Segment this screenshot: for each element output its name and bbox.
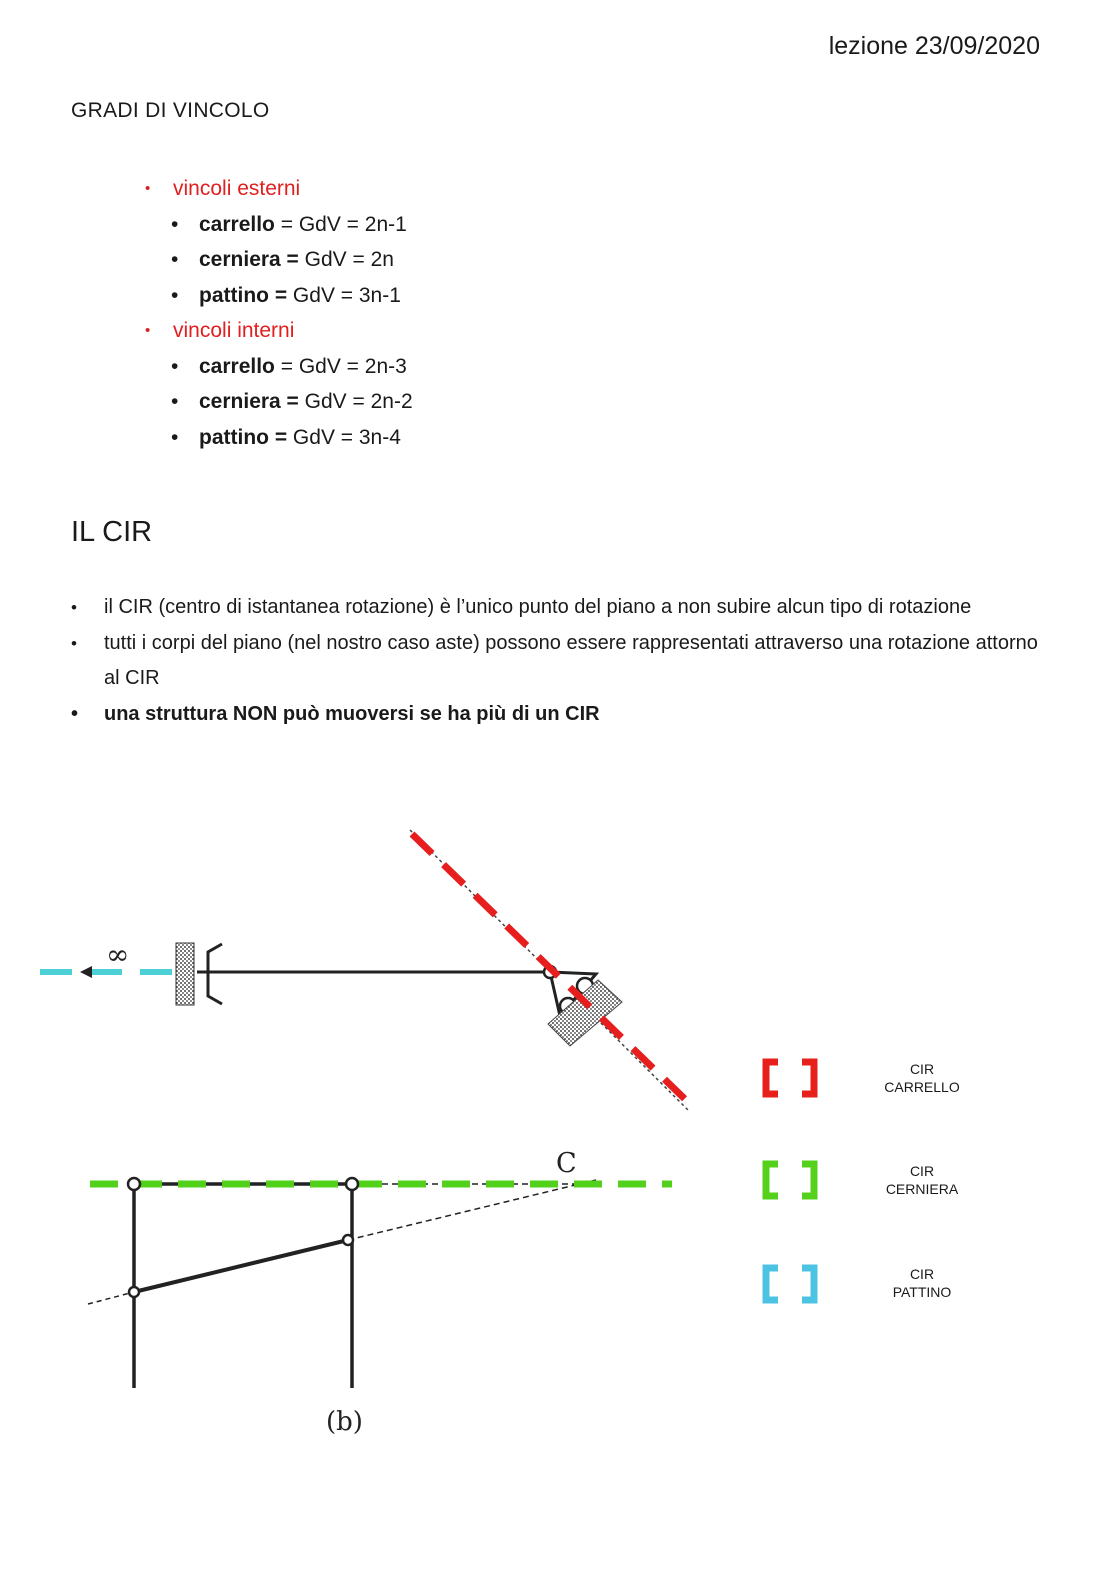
section-title: GRADI DI VINCOLO [71, 99, 270, 122]
list-item [145, 349, 413, 385]
hinge-node [128, 1178, 140, 1190]
cir-bullets [71, 590, 1041, 732]
list-item [145, 420, 413, 456]
extension-line-right [348, 1180, 596, 1240]
bottom-structure [88, 1148, 672, 1437]
cir-diagram [0, 790, 1116, 1450]
hinge-node [343, 1235, 353, 1245]
list-item: • tutti i corpi del piano (nel nostro caso aste) possono essere rappresentati attraverso una rotazione attorno al CIR [71, 626, 1041, 697]
list-item [145, 242, 413, 278]
constraint-name: carrello [199, 212, 275, 236]
legend-cerniera-icon [766, 1164, 814, 1196]
legend-pattino-icon [766, 1268, 814, 1300]
category-external: • vincoli esterni [145, 171, 413, 207]
legend-label-cerniera [862, 1162, 982, 1198]
list-item [145, 278, 413, 314]
legend-line: CIR [909, 1061, 935, 1077]
lesson-date: lezione 23/09/2020 [828, 32, 1040, 60]
constraint-formula: GdV = 3n-1 [287, 283, 401, 307]
constraint-name: pattino = [199, 283, 288, 307]
hinge-node [346, 1178, 358, 1190]
infinity-symbol: ∞ [106, 938, 130, 971]
arrow-left-icon [80, 966, 92, 978]
constraint-formula: GdV = 2n-2 [298, 390, 413, 413]
list-item [145, 384, 413, 420]
cir-heading: IL CIR [71, 516, 153, 548]
list-item [145, 207, 413, 243]
inclined-beam [134, 1240, 348, 1292]
constraint-formula: GdV = 2n [298, 248, 394, 271]
point-c-label: C [556, 1148, 577, 1179]
hinge-node [129, 1287, 139, 1297]
constraint-list [145, 171, 413, 455]
legend-carrello-icon [766, 1062, 814, 1094]
top-structure [40, 830, 690, 1112]
legend-line: CERNIERA [885, 1181, 959, 1197]
category-internal: • vincoli interni [145, 313, 413, 349]
legend [766, 1062, 814, 1300]
constraint-formula: GdV = 3n-4 [287, 425, 401, 449]
constraint-name: pattino = [199, 425, 288, 449]
extension-line-left [88, 1292, 134, 1304]
constraint-name: cerniera = [199, 390, 299, 413]
legend-label-pattino [862, 1265, 982, 1301]
legend-label-carrello [862, 1060, 982, 1096]
constraint-name: carrello [199, 354, 275, 378]
legend-line: CIR [909, 1266, 935, 1282]
wall-hatch [176, 943, 194, 1005]
figure-caption: (b) [326, 1407, 363, 1437]
pattino-support-icon [208, 944, 222, 1004]
legend-line: CARRELLO [884, 1079, 960, 1095]
carrello-cir-line [412, 834, 690, 1104]
legend-line: CIR [909, 1163, 935, 1179]
constraint-formula: = GdV = 2n-1 [274, 212, 407, 236]
legend-line: PATTINO [892, 1284, 952, 1300]
list-item: • una struttura NON può muoversi se ha più di un CIR [71, 697, 1041, 733]
constraint-formula: = GdV = 2n-3 [274, 354, 407, 378]
constraint-name: cerniera = [199, 248, 299, 271]
list-item: • il CIR (centro di istantanea rotazione) è l’unico punto del piano a non subire alcun tipo di rotazione [71, 590, 1041, 626]
